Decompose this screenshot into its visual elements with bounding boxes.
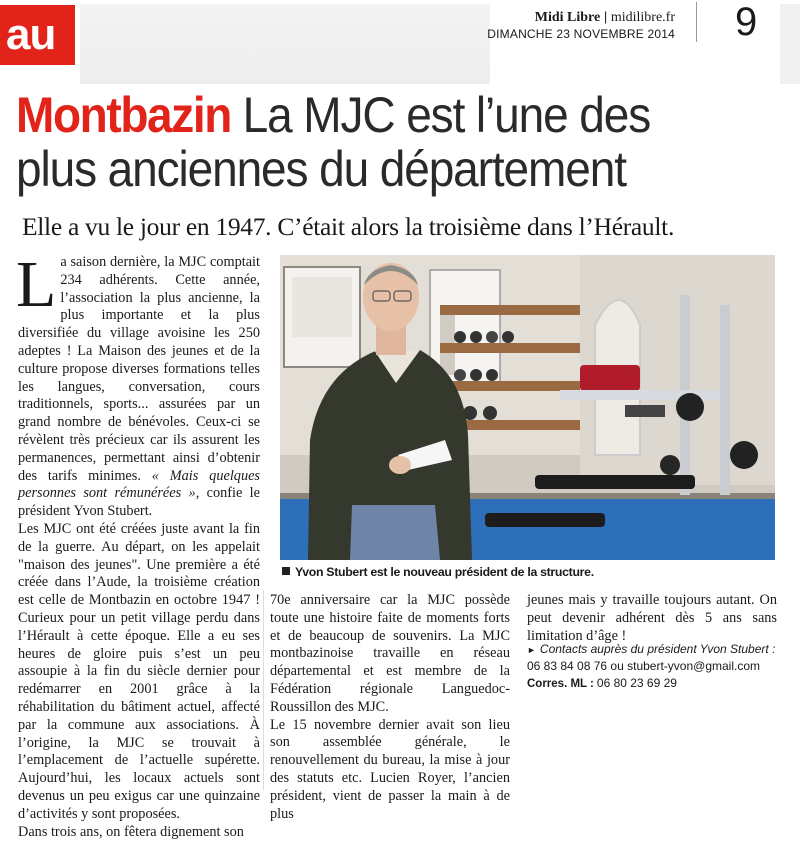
- paragraph-3-continued: 70e anniversaire car la MJC possède toute une histoire faite de moments forts et de beaucoup de souvenirs. La MJC montbazinoise travaille en réseau départemental et est membre de la Fédération régionale Languedoc-Roussillon des MJC.: [270, 592, 510, 717]
- photo-caption: [282, 565, 594, 579]
- correspondent-label: Corres. ML :: [527, 678, 594, 690]
- masthead-divider: [696, 2, 697, 42]
- website: midilibre.fr: [611, 10, 675, 25]
- section-tab: au: [0, 5, 75, 65]
- newspaper-name: Midi Libre: [535, 10, 600, 25]
- subheadline: Elle a vu le jour en 1947. C’était alors la troisième dans l’Hérault.: [22, 212, 674, 242]
- drop-cap: L: [16, 259, 56, 311]
- article-column-3: [527, 592, 777, 645]
- masthead: [487, 8, 675, 43]
- headline-line2: plus anciennes du département: [16, 141, 626, 197]
- correspondent-phone: 06 80 23 69 29: [597, 676, 677, 690]
- paragraph-2: Les MJC ont été créées juste avant la fin de la guerre. Au départ, on les appelait "maison des jeunes". Une première a été créée dans l’Aude, la troisième création est celle de Montbazin en octobre 1947 ! Curieux pour un petit village perdu dans l’Hérault à cette époque. Elle a eu ses heures de gloire puis s’est un peu assoupie à la fin du siècle dernier pour redémarrer en 2001 grâce à la réhabilitation du bâtiment actuel, affecté par la commune aux associations. À l’origine, la MJC se trouvait à l’emplacement de l’actuelle supérette. Aujourd’hui, les locaux actuels sont devenus un peu exigus car une quinzaine d’activités y sont proposées.: [18, 521, 260, 824]
- paragraph-3-start: Dans trois ans, on fêtera dignement son: [18, 824, 260, 841]
- bleed-through-edge: [780, 4, 800, 84]
- contact-joiner: ou: [610, 659, 623, 673]
- paragraph-1: a saison dernière, la MJC comptait 234 adhérents. Cette année, l’association la plus ancienne, la plus importante et la plus diversifiée du village avoisine les 250 adeptes ! La Maison des jeunes et de la culture propose diverses formations telles les langues, conversation, cours traditionnels, sports... assurées par un grand nombre de bénévoles. Ceux-ci se révèlent très précieux car ils assurent les permanences, permettant ainsi d’obtenir des tarifs minimes.: [18, 254, 260, 484]
- paragraph-4-continued: jeunes mais y travaille toujours autant. On peut devenir adhérent dès 5 ans sans limitation d’âge !: [527, 592, 777, 645]
- correspondent-line: [527, 676, 677, 690]
- issue-date: DIMANCHE 23 NOVEMBRE 2014: [487, 26, 675, 43]
- quote: « Mais quelques personnes sont rémunérées »: [18, 468, 260, 502]
- article-photo: [280, 255, 775, 560]
- gym-photo-illustration: [280, 255, 775, 560]
- headline-line1: La MJC est l’une des: [243, 87, 650, 143]
- headline-place: Montbazin: [16, 87, 231, 143]
- paragraph-1-end: , confie le président Yvon Stubert.: [18, 485, 260, 519]
- contact-box: [527, 641, 782, 674]
- triangle-bullet-icon: ►: [527, 645, 536, 655]
- article-column-2: [270, 592, 510, 788]
- bleed-through-area: [80, 4, 490, 84]
- contact-email: stubert-yvon@gmail.com: [627, 659, 760, 673]
- masthead-separator: |: [604, 9, 607, 24]
- caption-square-icon: [282, 567, 290, 575]
- column-rule: [263, 590, 264, 790]
- headline: [16, 88, 724, 196]
- page-number: 9: [735, 0, 757, 45]
- photo-caption-text: Yvon Stubert est le nouveau président de la structure.: [295, 565, 594, 579]
- paragraph-4: Le 15 novembre dernier avait son lieu son assemblée générale, le renouvellement du bureau, la mise à jour des statuts etc. Lucien Royer, l’ancien président, vient de passer la main à de plus: [270, 717, 510, 824]
- contact-phone: 06 83 84 08 76: [527, 659, 607, 673]
- article-column-1: [18, 254, 260, 788]
- contact-text: Contacts auprès du président Yvon Stubert :: [540, 642, 775, 656]
